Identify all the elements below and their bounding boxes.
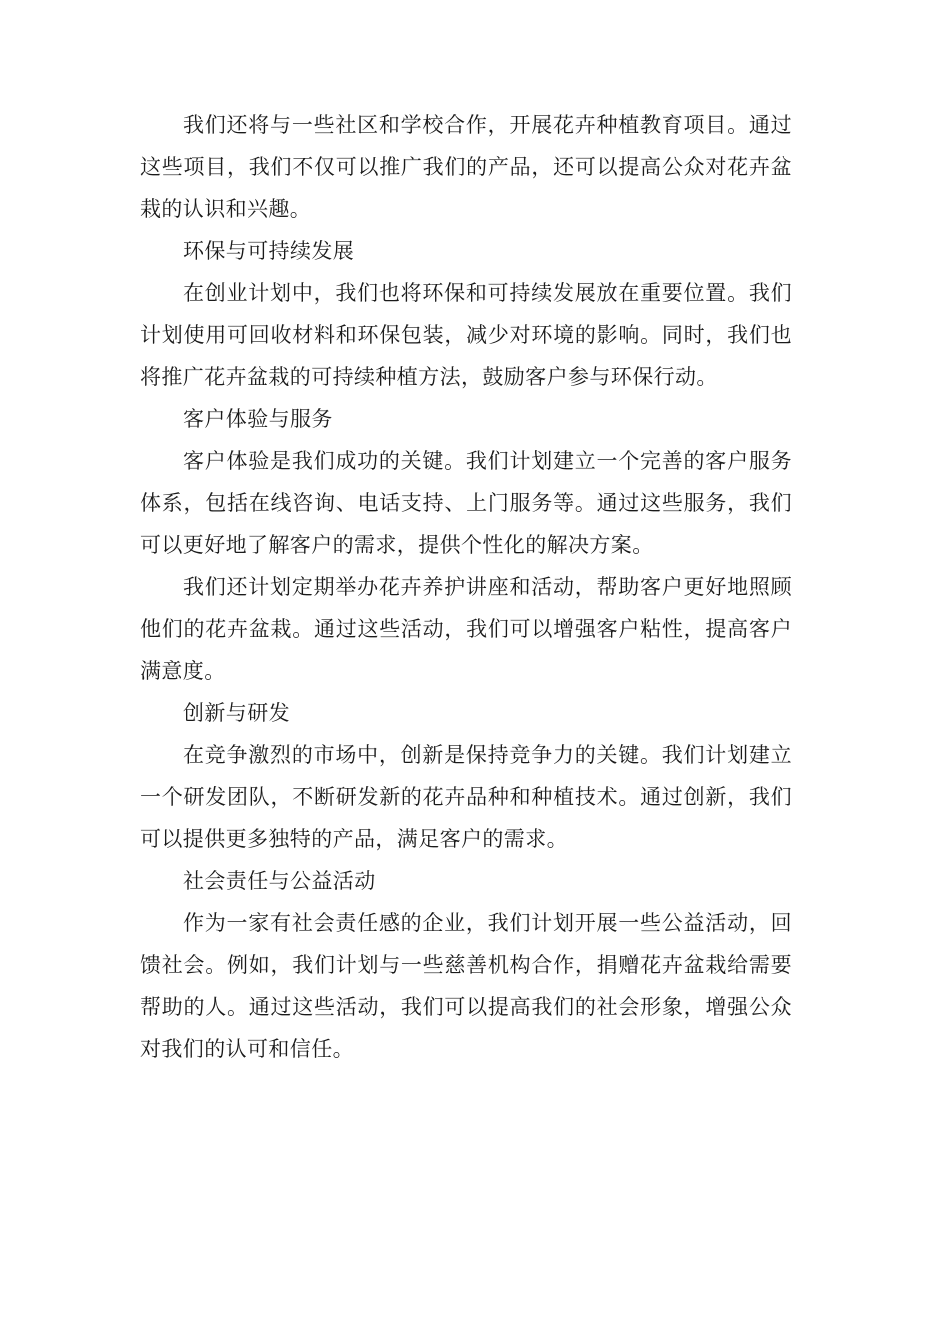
paragraph-environment: 在创业计划中，我们也将环保和可持续发展放在重要位置。我们计划使用可回收材料和环保包装，减少对环境的影响。同时，我们也将推广花卉盆栽的可持续种植方法，鼓励客户参与环保行动。 [140, 281, 792, 389]
heading-environment: 环保与可持续发展 [183, 239, 355, 263]
document-page [140, 104, 792, 1070]
heading-innovation: 创新与研发 [183, 701, 290, 725]
paragraph-innovation: 在竞争激烈的市场中，创新是保持竞争力的关键。我们计划建立一个研发团队，不断研发新的花卉品种和种植技术。通过创新，我们可以提供更多独特的产品，满足客户的需求。 [140, 743, 792, 851]
heading-customer-experience: 客户体验与服务 [183, 407, 333, 431]
paragraph-community-education: 我们还将与一些社区和学校合作，开展花卉种植教育项目。通过这些项目，我们不仅可以推广我们的产品，还可以提高公众对花卉盆栽的认识和兴趣。 [140, 113, 792, 221]
heading-social-responsibility: 社会责任与公益活动 [183, 869, 376, 893]
paragraph-customer-service: 客户体验是我们成功的关键。我们计划建立一个完善的客户服务体系，包括在线咨询、电话支持、上门服务等。通过这些服务，我们可以更好地了解客户的需求，提供个性化的解决方案。 [140, 449, 792, 557]
paragraph-social-responsibility: 作为一家有社会责任感的企业，我们计划开展一些公益活动，回馈社会。例如，我们计划与一些慈善机构合作，捐赠花卉盆栽给需要帮助的人。通过这些活动，我们可以提高我们的社会形象，增强公众对我们的认可和信任。 [140, 911, 792, 1061]
paragraph-care-events: 我们还计划定期举办花卉养护讲座和活动，帮助客户更好地照顾他们的花卉盆栽。通过这些活动，我们可以增强客户粘性，提高客户满意度。 [140, 575, 792, 683]
